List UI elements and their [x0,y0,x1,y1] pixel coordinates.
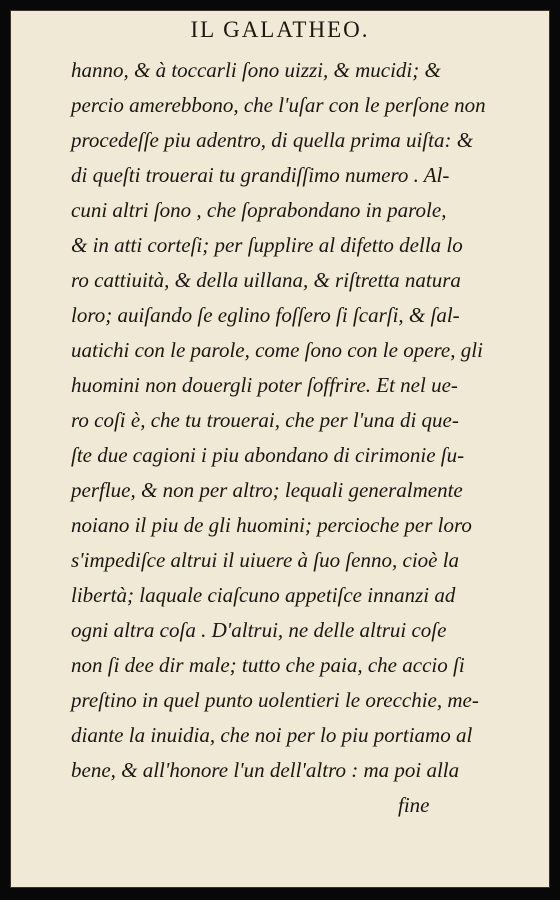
text-line: non ſi dee dir male; tutto che paia, che accio ſi [71,653,465,677]
text-line: hanno, & à toccarli ſono uizzi, & mucidi; & [71,58,441,82]
running-head: IL GALATHEO. [190,17,370,42]
text-block [71,53,531,823]
text-line: ſte due cagioni i piu abondano di cirimonie ſu- [71,443,465,467]
text-line: bene, & all'honore l'un dell'altro : ma poi alla [71,758,460,782]
text-line: di queſti trouerai tu grandiſſimo numero . Al- [71,163,450,187]
text-line: ro coſi è, che tu trouerai, che per l'una di que- [71,408,459,432]
text-line: loro; auiſando ſe eglino foſſero ſi ſcarſi, & ſal- [71,303,460,327]
text-line: cuni altri ſono , che ſoprabondano in parole, [71,198,447,222]
text-line: noiano il piu de gli huomini; percioche per loro [71,513,472,537]
text-line: ogni altra coſa . D'altrui, ne delle altrui coſe [71,618,447,642]
text-line: preſtino in quel punto uolentieri le orecchie, me- [71,688,479,712]
text-line: diante la inuidia, che noi per lo piu portiamo al [71,723,473,747]
text-line: s'impediſce altrui il uiuere à ſuo ſenno, cioè la [71,548,460,572]
text-line: perflue, & non per altro; lequali generalmente [71,478,463,502]
text-line: huomini non douergli poter ſoffrire. Et nel ue- [71,373,458,397]
text-line: procedeſſe piu adentro, di quella prima uiſta: & [71,128,474,152]
text-line: & in atti corteſi; per ſupplire al difetto della lo [71,233,463,257]
text-line: ro cattiuità, & della uillana, & riſtretta natura [71,268,461,292]
text-line: percio amerebbono, che l'uſar con le perſone non [71,93,486,117]
catchword: fine [398,793,430,817]
text-line: libertà; laquale ciaſcuno appetiſce innanzi ad [71,583,456,607]
text-line: uatichi con le parole, come ſono con le opere, gli [71,338,483,362]
book-page [10,10,550,888]
